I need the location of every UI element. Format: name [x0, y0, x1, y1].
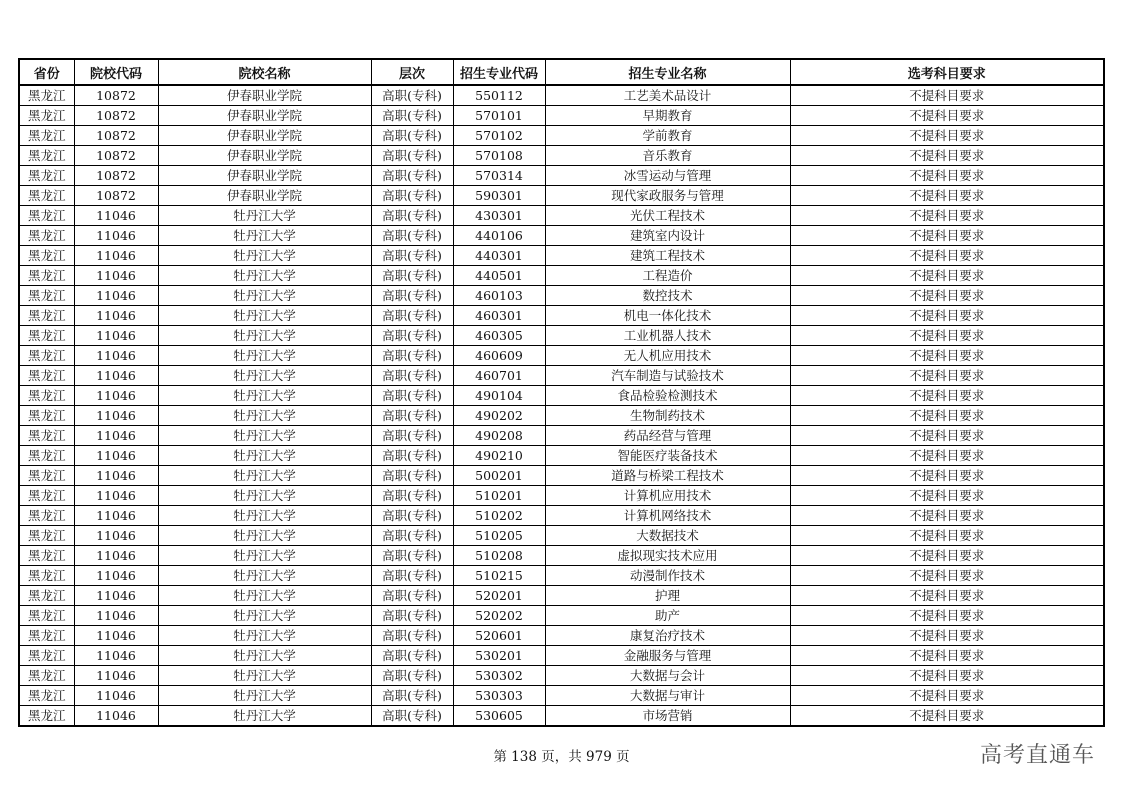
cell-province: 黑龙江	[19, 106, 74, 126]
table-row	[19, 446, 1104, 466]
cell-province: 黑龙江	[19, 546, 74, 566]
cell-subject-requirement: 不提科目要求	[790, 126, 1104, 146]
cell-school-code: 11046	[74, 666, 158, 686]
cell-subject-requirement: 不提科目要求	[790, 386, 1104, 406]
cell-major-code: 460103	[453, 286, 545, 306]
cell-province: 黑龙江	[19, 286, 74, 306]
cell-school-code: 11046	[74, 546, 158, 566]
cell-major-name: 现代家政服务与管理	[545, 186, 790, 206]
cell-school-name: 牡丹江大学	[158, 346, 371, 366]
cell-level: 高职(专科)	[371, 626, 453, 646]
cell-major-name: 光伏工程技术	[545, 206, 790, 226]
header-school-code: 院校代码	[74, 59, 158, 85]
cell-school-code: 11046	[74, 526, 158, 546]
cell-school-code: 11046	[74, 246, 158, 266]
cell-major-name: 工程造价	[545, 266, 790, 286]
cell-school-code: 11046	[74, 386, 158, 406]
table-row	[19, 666, 1104, 686]
cell-school-name: 牡丹江大学	[158, 486, 371, 506]
cell-school-code: 11046	[74, 306, 158, 326]
cell-province: 黑龙江	[19, 626, 74, 646]
cell-major-name: 护理	[545, 586, 790, 606]
cell-school-name: 牡丹江大学	[158, 366, 371, 386]
cell-province: 黑龙江	[19, 706, 74, 727]
cell-major-name: 大数据技术	[545, 526, 790, 546]
cell-major-name: 早期教育	[545, 106, 790, 126]
cell-school-name: 牡丹江大学	[158, 606, 371, 626]
cell-major-name: 虚拟现实技术应用	[545, 546, 790, 566]
cell-school-code: 11046	[74, 566, 158, 586]
cell-level: 高职(专科)	[371, 166, 453, 186]
cell-school-name: 伊春职业学院	[158, 186, 371, 206]
cell-school-code: 10872	[74, 146, 158, 166]
cell-major-code: 460609	[453, 346, 545, 366]
cell-level: 高职(专科)	[371, 286, 453, 306]
cell-school-name: 牡丹江大学	[158, 386, 371, 406]
table-row	[19, 586, 1104, 606]
cell-major-code: 430301	[453, 206, 545, 226]
cell-level: 高职(专科)	[371, 326, 453, 346]
cell-major-code: 460305	[453, 326, 545, 346]
cell-school-name: 牡丹江大学	[158, 706, 371, 727]
table-row	[19, 706, 1104, 727]
cell-province: 黑龙江	[19, 526, 74, 546]
cell-level: 高职(专科)	[371, 346, 453, 366]
cell-school-name: 牡丹江大学	[158, 646, 371, 666]
cell-major-code: 530201	[453, 646, 545, 666]
cell-province: 黑龙江	[19, 426, 74, 446]
cell-level: 高职(专科)	[371, 466, 453, 486]
cell-province: 黑龙江	[19, 446, 74, 466]
cell-major-code: 510205	[453, 526, 545, 546]
table-row	[19, 146, 1104, 166]
cell-major-code: 490208	[453, 426, 545, 446]
cell-school-name: 牡丹江大学	[158, 266, 371, 286]
cell-province: 黑龙江	[19, 226, 74, 246]
cell-school-name: 牡丹江大学	[158, 546, 371, 566]
cell-province: 黑龙江	[19, 85, 74, 106]
cell-school-code: 11046	[74, 366, 158, 386]
cell-major-code: 490210	[453, 446, 545, 466]
table-row	[19, 346, 1104, 366]
cell-major-code: 440106	[453, 226, 545, 246]
cell-major-name: 动漫制作技术	[545, 566, 790, 586]
cell-school-name: 牡丹江大学	[158, 306, 371, 326]
cell-major-code: 440301	[453, 246, 545, 266]
cell-subject-requirement: 不提科目要求	[790, 366, 1104, 386]
table-row	[19, 686, 1104, 706]
table-row	[19, 85, 1104, 106]
page-number: 第 138 页，共 979 页	[493, 749, 630, 765]
cell-subject-requirement: 不提科目要求	[790, 666, 1104, 686]
cell-major-name: 建筑工程技术	[545, 246, 790, 266]
cell-school-name: 牡丹江大学	[158, 326, 371, 346]
cell-school-code: 11046	[74, 686, 158, 706]
cell-province: 黑龙江	[19, 566, 74, 586]
table-row	[19, 226, 1104, 246]
table-row	[19, 126, 1104, 146]
cell-school-code: 11046	[74, 406, 158, 426]
cell-level: 高职(专科)	[371, 566, 453, 586]
cell-level: 高职(专科)	[371, 686, 453, 706]
cell-major-name: 食品检验检测技术	[545, 386, 790, 406]
cell-major-code: 490202	[453, 406, 545, 426]
cell-subject-requirement: 不提科目要求	[790, 566, 1104, 586]
cell-school-code: 11046	[74, 326, 158, 346]
cell-major-name: 汽车制造与试验技术	[545, 366, 790, 386]
cell-major-code: 570102	[453, 126, 545, 146]
cell-major-code: 440501	[453, 266, 545, 286]
cell-school-name: 伊春职业学院	[158, 106, 371, 126]
cell-province: 黑龙江	[19, 386, 74, 406]
cell-subject-requirement: 不提科目要求	[790, 706, 1104, 727]
cell-subject-requirement: 不提科目要求	[790, 226, 1104, 246]
table-row	[19, 426, 1104, 446]
cell-school-name: 牡丹江大学	[158, 526, 371, 546]
cell-school-name: 伊春职业学院	[158, 85, 371, 106]
cell-major-name: 冰雪运动与管理	[545, 166, 790, 186]
table-header-row	[19, 59, 1104, 85]
cell-province: 黑龙江	[19, 186, 74, 206]
cell-major-name: 生物制药技术	[545, 406, 790, 426]
cell-major-code: 550112	[453, 85, 545, 106]
cell-school-name: 牡丹江大学	[158, 626, 371, 646]
cell-subject-requirement: 不提科目要求	[790, 326, 1104, 346]
cell-subject-requirement: 不提科目要求	[790, 306, 1104, 326]
cell-subject-requirement: 不提科目要求	[790, 546, 1104, 566]
cell-major-name: 助产	[545, 606, 790, 626]
cell-school-name: 牡丹江大学	[158, 446, 371, 466]
cell-major-name: 康复治疗技术	[545, 626, 790, 646]
cell-school-name: 牡丹江大学	[158, 206, 371, 226]
cell-school-code: 10872	[74, 186, 158, 206]
table-row	[19, 646, 1104, 666]
cell-level: 高职(专科)	[371, 426, 453, 446]
cell-level: 高职(专科)	[371, 246, 453, 266]
cell-school-code: 11046	[74, 606, 158, 626]
cell-province: 黑龙江	[19, 146, 74, 166]
cell-province: 黑龙江	[19, 326, 74, 346]
cell-school-name: 牡丹江大学	[158, 226, 371, 246]
cell-subject-requirement: 不提科目要求	[790, 686, 1104, 706]
cell-major-code: 520201	[453, 586, 545, 606]
cell-school-code: 11046	[74, 706, 158, 727]
cell-school-code: 11046	[74, 626, 158, 646]
cell-major-code: 490104	[453, 386, 545, 406]
cell-major-code: 530303	[453, 686, 545, 706]
cell-subject-requirement: 不提科目要求	[790, 346, 1104, 366]
cell-school-code: 11046	[74, 506, 158, 526]
table-row	[19, 266, 1104, 286]
cell-major-code: 510208	[453, 546, 545, 566]
watermark-text: 高考直通车	[979, 743, 1095, 768]
cell-school-name: 牡丹江大学	[158, 286, 371, 306]
cell-subject-requirement: 不提科目要求	[790, 286, 1104, 306]
cell-major-code: 530302	[453, 666, 545, 686]
cell-school-code: 11046	[74, 586, 158, 606]
cell-level: 高职(专科)	[371, 206, 453, 226]
cell-level: 高职(专科)	[371, 366, 453, 386]
cell-province: 黑龙江	[19, 586, 74, 606]
cell-level: 高职(专科)	[371, 266, 453, 286]
cell-province: 黑龙江	[19, 126, 74, 146]
table-row	[19, 526, 1104, 546]
cell-level: 高职(专科)	[371, 606, 453, 626]
cell-major-name: 音乐教育	[545, 146, 790, 166]
cell-subject-requirement: 不提科目要求	[790, 646, 1104, 666]
cell-level: 高职(专科)	[371, 126, 453, 146]
cell-school-name: 牡丹江大学	[158, 466, 371, 486]
cell-province: 黑龙江	[19, 266, 74, 286]
cell-subject-requirement: 不提科目要求	[790, 246, 1104, 266]
cell-major-code: 520202	[453, 606, 545, 626]
cell-level: 高职(专科)	[371, 526, 453, 546]
cell-school-name: 伊春职业学院	[158, 126, 371, 146]
cell-school-code: 11046	[74, 446, 158, 466]
table-row	[19, 566, 1104, 586]
cell-province: 黑龙江	[19, 406, 74, 426]
cell-province: 黑龙江	[19, 466, 74, 486]
table-row	[19, 546, 1104, 566]
cell-level: 高职(专科)	[371, 186, 453, 206]
cell-school-code: 11046	[74, 266, 158, 286]
table-row	[19, 166, 1104, 186]
cell-province: 黑龙江	[19, 166, 74, 186]
table-row	[19, 286, 1104, 306]
cell-major-name: 道路与桥梁工程技术	[545, 466, 790, 486]
cell-major-name: 计算机应用技术	[545, 486, 790, 506]
cell-level: 高职(专科)	[371, 446, 453, 466]
table-row	[19, 506, 1104, 526]
cell-school-name: 牡丹江大学	[158, 426, 371, 446]
cell-major-code: 570101	[453, 106, 545, 126]
table-row	[19, 386, 1104, 406]
cell-major-code: 570108	[453, 146, 545, 166]
cell-school-name: 牡丹江大学	[158, 586, 371, 606]
cell-school-name: 牡丹江大学	[158, 686, 371, 706]
cell-province: 黑龙江	[19, 246, 74, 266]
table-row	[19, 606, 1104, 626]
table-row	[19, 186, 1104, 206]
cell-school-code: 10872	[74, 85, 158, 106]
cell-subject-requirement: 不提科目要求	[790, 166, 1104, 186]
cell-school-code: 11046	[74, 426, 158, 446]
cell-major-name: 大数据与审计	[545, 686, 790, 706]
cell-major-name: 市场营销	[545, 706, 790, 727]
cell-major-code: 510202	[453, 506, 545, 526]
admission-table	[18, 58, 1105, 727]
cell-subject-requirement: 不提科目要求	[790, 106, 1104, 126]
cell-major-name: 机电一体化技术	[545, 306, 790, 326]
cell-school-name: 牡丹江大学	[158, 666, 371, 686]
table-row	[19, 106, 1104, 126]
cell-subject-requirement: 不提科目要求	[790, 206, 1104, 226]
cell-subject-requirement: 不提科目要求	[790, 606, 1104, 626]
cell-level: 高职(专科)	[371, 146, 453, 166]
cell-school-name: 牡丹江大学	[158, 566, 371, 586]
cell-level: 高职(专科)	[371, 486, 453, 506]
cell-level: 高职(专科)	[371, 106, 453, 126]
cell-subject-requirement: 不提科目要求	[790, 186, 1104, 206]
cell-major-name: 工业机器人技术	[545, 326, 790, 346]
cell-major-code: 530605	[453, 706, 545, 727]
table-row	[19, 466, 1104, 486]
cell-major-code: 590301	[453, 186, 545, 206]
header-level: 层次	[371, 59, 453, 85]
cell-subject-requirement: 不提科目要求	[790, 85, 1104, 106]
cell-level: 高职(专科)	[371, 646, 453, 666]
cell-province: 黑龙江	[19, 486, 74, 506]
cell-province: 黑龙江	[19, 686, 74, 706]
header-subject-requirement: 选考科目要求	[790, 59, 1104, 85]
cell-school-code: 10872	[74, 126, 158, 146]
table-row	[19, 406, 1104, 426]
cell-major-code: 510215	[453, 566, 545, 586]
cell-major-code: 520601	[453, 626, 545, 646]
cell-subject-requirement: 不提科目要求	[790, 406, 1104, 426]
cell-level: 高职(专科)	[371, 506, 453, 526]
cell-major-name: 药品经营与管理	[545, 426, 790, 446]
cell-subject-requirement: 不提科目要求	[790, 146, 1104, 166]
cell-province: 黑龙江	[19, 366, 74, 386]
cell-major-code: 570314	[453, 166, 545, 186]
cell-school-name: 伊春职业学院	[158, 166, 371, 186]
cell-major-code: 500201	[453, 466, 545, 486]
cell-school-name: 牡丹江大学	[158, 406, 371, 426]
table-row	[19, 306, 1104, 326]
cell-level: 高职(专科)	[371, 85, 453, 106]
cell-major-name: 工艺美术品设计	[545, 85, 790, 106]
header-major-name: 招生专业名称	[545, 59, 790, 85]
table-row	[19, 246, 1104, 266]
table-row	[19, 366, 1104, 386]
cell-school-code: 10872	[74, 166, 158, 186]
cell-subject-requirement: 不提科目要求	[790, 626, 1104, 646]
cell-school-code: 11046	[74, 646, 158, 666]
cell-school-code: 10872	[74, 106, 158, 126]
cell-level: 高职(专科)	[371, 546, 453, 566]
header-school-name: 院校名称	[158, 59, 371, 85]
cell-major-name: 计算机网络技术	[545, 506, 790, 526]
cell-major-name: 金融服务与管理	[545, 646, 790, 666]
cell-province: 黑龙江	[19, 646, 74, 666]
cell-school-code: 11046	[74, 286, 158, 306]
cell-major-code: 460301	[453, 306, 545, 326]
header-major-code: 招生专业代码	[453, 59, 545, 85]
cell-level: 高职(专科)	[371, 386, 453, 406]
cell-major-code: 460701	[453, 366, 545, 386]
cell-school-code: 11046	[74, 226, 158, 246]
cell-school-name: 牡丹江大学	[158, 246, 371, 266]
cell-subject-requirement: 不提科目要求	[790, 266, 1104, 286]
cell-major-name: 大数据与会计	[545, 666, 790, 686]
cell-level: 高职(专科)	[371, 306, 453, 326]
table-row	[19, 326, 1104, 346]
cell-level: 高职(专科)	[371, 666, 453, 686]
cell-subject-requirement: 不提科目要求	[790, 426, 1104, 446]
cell-province: 黑龙江	[19, 306, 74, 326]
cell-province: 黑龙江	[19, 506, 74, 526]
cell-level: 高职(专科)	[371, 226, 453, 246]
cell-province: 黑龙江	[19, 666, 74, 686]
cell-school-name: 伊春职业学院	[158, 146, 371, 166]
cell-school-code: 11046	[74, 486, 158, 506]
cell-major-name: 智能医疗装备技术	[545, 446, 790, 466]
table-body	[19, 85, 1104, 726]
table-row	[19, 626, 1104, 646]
cell-major-name: 建筑室内设计	[545, 226, 790, 246]
cell-subject-requirement: 不提科目要求	[790, 586, 1104, 606]
cell-school-name: 牡丹江大学	[158, 506, 371, 526]
cell-major-name: 数控技术	[545, 286, 790, 306]
cell-level: 高职(专科)	[371, 406, 453, 426]
cell-level: 高职(专科)	[371, 706, 453, 727]
cell-major-code: 510201	[453, 486, 545, 506]
table-row	[19, 486, 1104, 506]
cell-school-code: 11046	[74, 466, 158, 486]
cell-province: 黑龙江	[19, 206, 74, 226]
cell-subject-requirement: 不提科目要求	[790, 526, 1104, 546]
cell-subject-requirement: 不提科目要求	[790, 486, 1104, 506]
cell-school-code: 11046	[74, 206, 158, 226]
cell-province: 黑龙江	[19, 606, 74, 626]
cell-subject-requirement: 不提科目要求	[790, 506, 1104, 526]
cell-province: 黑龙江	[19, 346, 74, 366]
cell-level: 高职(专科)	[371, 586, 453, 606]
table-row	[19, 206, 1104, 226]
cell-major-name: 无人机应用技术	[545, 346, 790, 366]
cell-subject-requirement: 不提科目要求	[790, 466, 1104, 486]
header-province: 省份	[19, 59, 74, 85]
cell-school-code: 11046	[74, 346, 158, 366]
cell-subject-requirement: 不提科目要求	[790, 446, 1104, 466]
cell-major-name: 学前教育	[545, 126, 790, 146]
